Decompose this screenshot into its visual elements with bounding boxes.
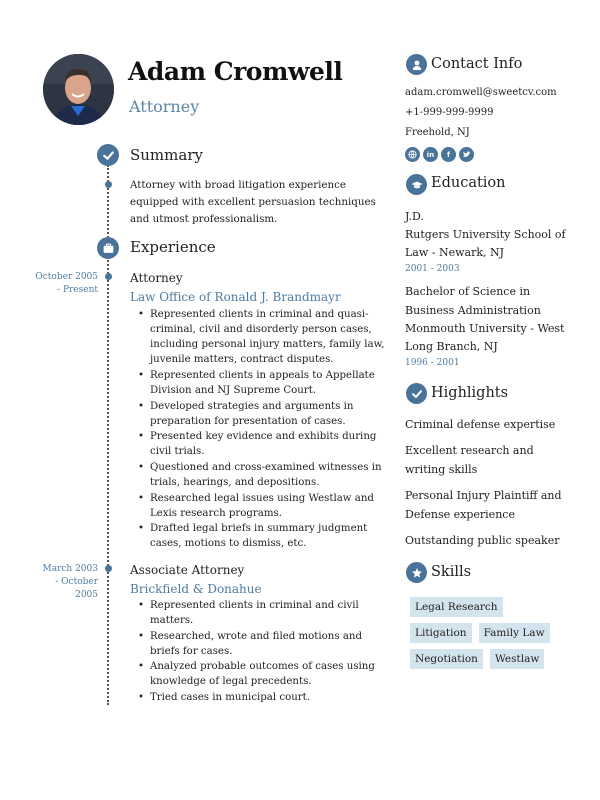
section-title-highlights: Highlights <box>431 385 509 401</box>
job-bullets <box>138 307 393 552</box>
job-bullet: • Drafted legal briefs in summary judgment cases, motions to dismiss, etc. <box>138 521 393 551</box>
education-degree-field: Business Administration <box>405 304 541 317</box>
education-school-location: Law - Newark, NJ <box>405 246 505 259</box>
avatar <box>43 54 114 125</box>
candidate-title: Attorney <box>129 97 200 116</box>
highlight-item: Excellent research and writing skills <box>405 444 534 476</box>
job-company: Brickfield & Donahue <box>130 582 262 596</box>
job-bullet: • Presented key evidence and exhibits during civil trials. <box>138 429 393 459</box>
job-date <box>28 271 98 297</box>
section-title-contact: Contact Info <box>431 56 523 72</box>
section-title-education: Education <box>431 175 506 191</box>
contact-email[interactable]: adam.cromwell@sweetcv.com <box>405 87 557 98</box>
job-date-end-year: 2005 <box>75 590 98 600</box>
education-degree: J.D. <box>405 210 424 223</box>
section-title-summary: Summary <box>130 146 203 164</box>
twitter-icon[interactable] <box>459 147 474 162</box>
graduation-cap-icon <box>406 174 427 195</box>
job-bullets <box>138 598 393 706</box>
globe-icon[interactable] <box>405 147 420 162</box>
timeline-dot <box>105 181 112 188</box>
job-title: Attorney <box>130 271 183 285</box>
check-icon <box>406 383 427 404</box>
education-school: Rutgers University School of <box>405 228 566 241</box>
job-date-start: October 2005 <box>35 272 98 282</box>
education-school: Monmouth University - West <box>405 322 565 335</box>
section-title-skills: Skills <box>431 564 472 580</box>
education-school-location: Long Branch, NJ <box>405 340 498 353</box>
timeline-dot <box>105 565 112 572</box>
linkedin-icon[interactable]: in <box>423 147 438 162</box>
skill-tag: Family Law <box>479 623 550 643</box>
social-links <box>405 147 474 162</box>
skill-tag: Negotiation <box>410 649 483 669</box>
highlight-item: Criminal defense expertise <box>405 418 556 431</box>
education-degree: Bachelor of Science in <box>405 285 531 298</box>
sidebar-column <box>405 0 595 800</box>
check-icon <box>97 144 119 166</box>
contact-phone: +1-999-999-9999 <box>405 107 494 118</box>
skills-list <box>410 597 590 675</box>
contact-location: Freehold, NJ <box>405 127 470 138</box>
highlight-item: Personal Injury Plaintiff and Defense experience <box>405 489 562 521</box>
skill-tag: Westlaw <box>490 649 544 669</box>
job-company: Law Office of Ronald J. Brandmayr <box>130 290 341 304</box>
job-bullet: • Researched, wrote and filed motions and briefs for cases. <box>138 629 393 659</box>
job-bullet: • Represented clients in criminal and quasi-criminal, civil and disorderly person cases, including personal injury matters, family law, juvenile matters, contract disputes. <box>138 307 393 367</box>
skill-tag: Legal Research <box>410 597 503 617</box>
summary-text: Attorney with broad litigation experience equipped with excellent persuasion techniques and utmost professionalism. <box>130 179 376 225</box>
job-bullet: • Represented clients in appeals to Appellate Division and NJ Supreme Court. <box>138 368 393 398</box>
job-date-end: - October <box>55 577 98 587</box>
star-icon <box>406 562 427 583</box>
job-bullet: • Researched legal issues using Westlaw and Lexis research programs. <box>138 491 393 521</box>
job-bullet: • Tried cases in municipal court. <box>138 690 393 705</box>
job-date-start: March 2003 <box>42 564 98 574</box>
job-bullet: • Represented clients in criminal and civil matters. <box>138 598 393 628</box>
job-bullet: • Developed strategies and arguments in preparation for presentation of cases. <box>138 399 393 429</box>
briefcase-icon <box>97 237 119 259</box>
highlight-item: Outstanding public speaker <box>405 534 560 547</box>
education-dates: 2001 - 2003 <box>405 264 460 274</box>
section-title-experience: Experience <box>130 238 216 256</box>
user-icon <box>406 54 427 75</box>
job-bullet: • Analyzed probable outcomes of cases using knowledge of legal precedents. <box>138 659 393 689</box>
education-dates: 1996 - 2001 <box>405 358 460 368</box>
facebook-icon[interactable]: f <box>441 147 456 162</box>
job-date-end: - Present <box>57 285 98 295</box>
candidate-name: Adam Cromwell <box>128 57 343 86</box>
job-date <box>28 563 98 602</box>
timeline-dot <box>105 273 112 280</box>
skill-tag: Litigation <box>410 623 472 643</box>
job-title: Associate Attorney <box>130 563 245 577</box>
job-bullet: • Questioned and cross-examined witnesses in trials, hearings, and depositions. <box>138 460 393 490</box>
